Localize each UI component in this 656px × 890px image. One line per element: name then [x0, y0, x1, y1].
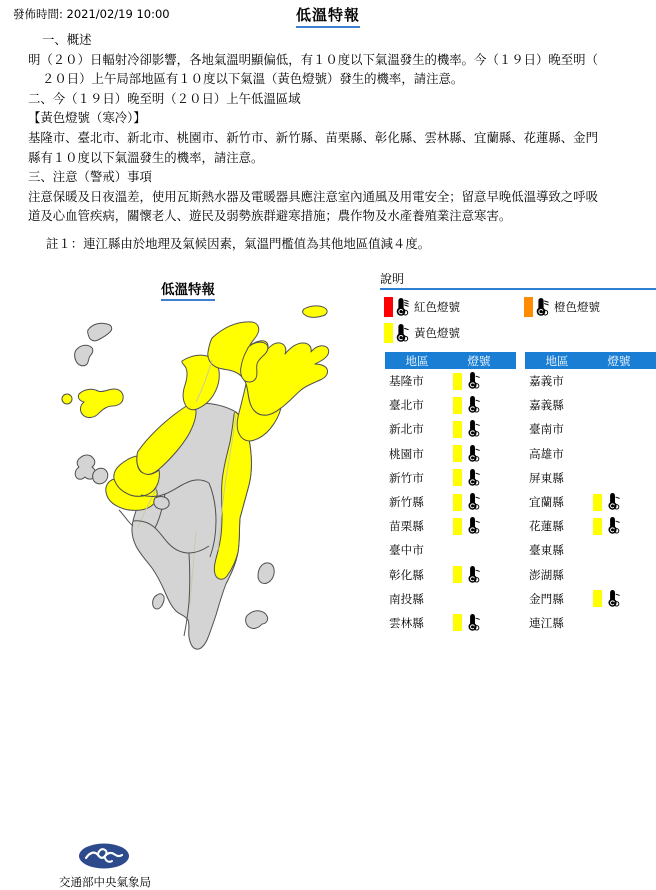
table-cell-area: 宜蘭縣 — [529, 495, 564, 510]
region-table-left-column — [385, 352, 516, 635]
table-row[interactable] — [525, 466, 656, 490]
table-row[interactable] — [385, 514, 516, 538]
thermometer-icon — [393, 324, 410, 343]
thermometer-icon — [605, 493, 621, 511]
advisory-section2-heading: 二、今（１９日）晚至明（２０日）上午低溫區域 — [28, 90, 301, 106]
table-row[interactable] — [385, 538, 516, 562]
table-cell-level — [443, 420, 509, 438]
advisory-section1-line1: 明（２０）日輻射冷卻影響，各地氣溫明顯偏低，有１０度以下氣溫發生的機率。今（１９日）晚至明（ — [28, 51, 598, 67]
map-region-kinmen-islet[interactable] — [62, 394, 72, 404]
map-region-keelung-islet[interactable] — [303, 306, 328, 318]
table-header-row — [525, 352, 656, 369]
table-row[interactable] — [385, 466, 516, 490]
table-cell-area: 高雄市 — [529, 446, 564, 461]
thermometer-icon — [465, 372, 481, 390]
table-cell-area: 新竹縣 — [389, 495, 424, 510]
table-cell-area: 基隆市 — [389, 374, 424, 389]
map-region-green-island[interactable] — [258, 563, 274, 584]
table-cell-level — [443, 517, 509, 535]
level-swatch — [453, 566, 462, 583]
level-swatch — [453, 494, 462, 511]
map-region-kinmen[interactable] — [78, 389, 123, 417]
table-cell-area: 屏東縣 — [529, 470, 564, 485]
advisory-section2-level-bracket: 【黃色燈號（寒冷）】 — [28, 110, 146, 126]
table-row[interactable] — [525, 563, 656, 587]
level-swatch — [453, 397, 462, 414]
advisory-section3-line1: 注意保暖及日夜溫差，使用瓦斯熱水器及電暖器具應注意室內通風及用電安全；留意早晚低溫導致之呼吸 — [28, 188, 598, 204]
table-header-area: 地區 — [545, 353, 569, 368]
table-cell-area: 臺南市 — [529, 422, 564, 437]
table-row[interactable] — [525, 514, 656, 538]
level-swatch — [593, 494, 602, 511]
table-cell-area: 嘉義縣 — [529, 398, 564, 413]
table-row[interactable] — [385, 587, 516, 611]
table-cell-level — [583, 590, 649, 608]
table-cell-area: 桃園市 — [389, 446, 424, 461]
agency-name: 交通部中央氣象局 — [59, 875, 151, 889]
thermometer-icon — [393, 298, 410, 317]
map-region-orchid-island[interactable] — [246, 611, 268, 629]
map-region-north-tip[interactable] — [208, 322, 329, 415]
thermometer-icon — [465, 420, 481, 438]
table-cell-level — [443, 493, 509, 511]
table-row[interactable] — [525, 587, 656, 611]
thermometer-icon — [605, 590, 621, 608]
thermometer-icon — [465, 614, 481, 632]
map-region-penghu-2[interactable] — [93, 468, 108, 484]
table-row[interactable] — [525, 417, 656, 441]
table-row[interactable] — [385, 490, 516, 514]
table-cell-area: 新北市 — [389, 422, 424, 437]
level-swatch — [593, 518, 602, 535]
table-cell-level — [443, 566, 509, 584]
thermometer-icon — [465, 566, 481, 584]
table-cell-area: 花蓮縣 — [529, 519, 564, 534]
level-swatch — [453, 469, 462, 486]
thermometer-icon — [465, 396, 481, 414]
thermometer-icon — [605, 517, 621, 535]
level-swatch — [593, 590, 602, 607]
legend-item-yellow — [384, 323, 460, 343]
advisory-section1-line2: ２０日）上午局部地區有１０度以下氣溫（黃色燈號）發生的機率，請注意。 — [42, 71, 464, 87]
table-row[interactable] — [525, 490, 656, 514]
table-cell-level — [443, 614, 509, 632]
legend-label-yellow: 黃色燈號 — [414, 326, 460, 340]
taiwan-warning-map[interactable] — [0, 282, 376, 656]
map-inner-detail — [154, 497, 169, 510]
table-cell-area: 新竹市 — [389, 470, 424, 485]
table-row[interactable] — [385, 442, 516, 466]
advisory-note-1: 註１：連江縣由於地理及氣候因素，氣溫門檻值為其他地區值減４度。 — [46, 235, 431, 251]
table-row[interactable] — [525, 442, 656, 466]
table-row[interactable] — [525, 369, 656, 393]
table-cell-area: 連江縣 — [529, 615, 564, 630]
page-title — [0, 4, 656, 28]
table-cell-area: 嘉義市 — [529, 374, 564, 389]
legend-label-orange: 橙色燈號 — [554, 300, 600, 314]
table-row[interactable] — [525, 393, 656, 417]
table-row[interactable] — [385, 393, 516, 417]
publish-time: 發佈時間: 2021/02/19 10:00 — [13, 7, 170, 21]
level-swatch — [453, 445, 462, 462]
legend-label-red: 紅色燈號 — [414, 300, 460, 314]
table-cell-area: 金門縣 — [529, 591, 564, 606]
map-title-text: 低溫特報 — [161, 278, 215, 301]
level-swatch — [453, 421, 462, 438]
thermometer-icon — [533, 298, 550, 317]
table-cell-level — [443, 469, 509, 487]
legend-swatch-yellow — [384, 323, 393, 343]
table-row[interactable] — [525, 538, 656, 562]
table-header-level: 燈號 — [607, 353, 631, 368]
thermometer-icon — [465, 493, 481, 511]
table-row[interactable] — [385, 369, 516, 393]
thermometer-icon — [465, 469, 481, 487]
table-row[interactable] — [525, 611, 656, 635]
table-cell-area: 苗栗縣 — [389, 519, 424, 534]
table-cell-area: 雲林縣 — [389, 615, 424, 630]
legend-item-orange — [524, 297, 600, 317]
map-panel — [0, 262, 376, 889]
legend-item-red — [384, 297, 460, 317]
table-cell-area: 臺中市 — [389, 543, 424, 558]
advisory-section3-line2: 道及心血管疾病，關懷老人、遊民及弱勢族群避寒措施；農作物及水產養殖業注意寒害。 — [28, 208, 512, 224]
legend-panel — [380, 270, 656, 345]
level-swatch — [453, 614, 462, 631]
thermometer-icon — [465, 517, 481, 535]
advisory-section1-heading: 一、概述 — [42, 32, 92, 47]
region-table-right-column — [525, 352, 656, 635]
table-header-area: 地區 — [405, 353, 429, 368]
table-cell-area: 臺北市 — [389, 398, 424, 413]
advisory-body — [28, 30, 638, 254]
thermometer-icon — [465, 445, 481, 463]
table-cell-area: 澎湖縣 — [529, 567, 564, 582]
legend-title: 說明 — [380, 270, 656, 290]
table-cell-level — [443, 372, 509, 390]
level-swatch — [453, 373, 462, 390]
advisory-section2-line1: 基隆市、臺北市、新北市、桃園市、新竹市、新竹縣、苗栗縣、彰化縣、雲林縣、宜蘭縣、花蓮縣、金門 — [28, 129, 598, 145]
legend-swatch-red — [384, 297, 393, 317]
map-region-lienchiang-2[interactable] — [75, 345, 93, 366]
table-cell-area: 彰化縣 — [389, 567, 424, 582]
advisory-section3-heading: 三、注意（警戒）事項 — [28, 169, 152, 185]
table-row[interactable] — [385, 563, 516, 587]
advisory-section2-line2: 縣有１０度以下氣溫發生的機率，請注意。 — [28, 149, 264, 165]
level-swatch — [453, 518, 462, 535]
map-region-xiaoliuqiu[interactable] — [153, 594, 165, 609]
table-header-level: 燈號 — [467, 353, 491, 368]
table-cell-area: 臺東縣 — [529, 543, 564, 558]
table-row[interactable] — [385, 611, 516, 635]
table-cell-level — [583, 493, 649, 511]
table-cell-level — [443, 396, 509, 414]
table-row[interactable] — [385, 417, 516, 441]
cwb-logo-icon — [78, 842, 130, 870]
table-cell-area: 南投縣 — [389, 591, 424, 606]
legend-swatch-orange — [524, 297, 533, 317]
table-cell-level — [583, 517, 649, 535]
table-cell-level — [443, 445, 509, 463]
map-region-lienchiang[interactable] — [88, 323, 112, 341]
legend-items — [380, 297, 656, 345]
table-header-row — [385, 352, 516, 369]
page-title-text: 低溫特報 — [296, 4, 360, 28]
